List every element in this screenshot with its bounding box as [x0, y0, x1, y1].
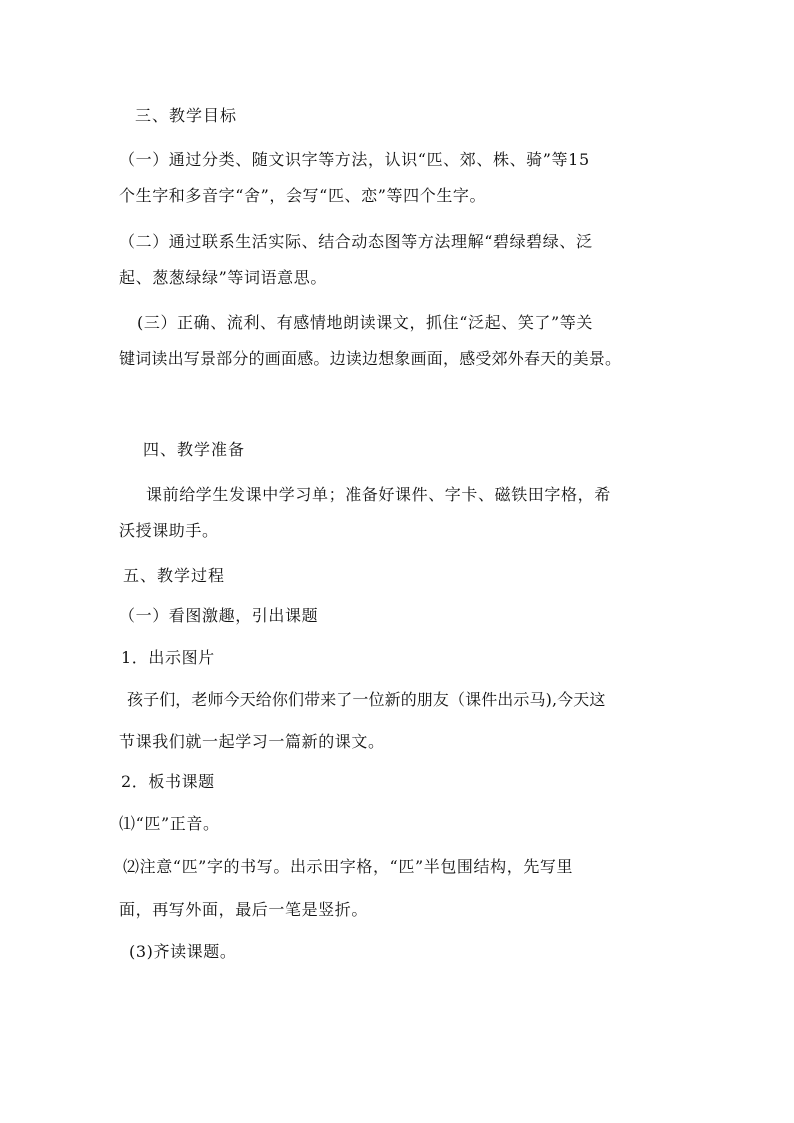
process-step-2-item-2-line-2: 面，再写外面，最后一笔是竖折。 — [119, 900, 369, 919]
preparation-line-2: 沃授课助手。 — [119, 521, 219, 540]
preparation-line-1: 课前给学生发课中学习单；准备好课件、字卡、磁铁田字格，希 — [146, 485, 611, 504]
goal-item-1-line-2: 个生字和多音字“舍”，会写“匹、恋”等四个生字。 — [119, 186, 487, 205]
goal-item-3-line-1: (三）正确、流利、有感情地朗读课文，抓住“泛起、笑了”等关 — [137, 313, 594, 332]
section-heading-process: 五、教学过程 — [123, 566, 226, 585]
section-heading-preparation: 四、教学准备 — [143, 440, 246, 459]
goal-item-1-line-1: （一）通过分类、随文识字等方法，认识“匹、郊、株、骑”等15 — [119, 150, 590, 169]
goal-item-2-line-2: 起、葱葱绿绿”等词语意思。 — [119, 268, 327, 287]
goal-item-3-line-2: 键词读出写景部分的画面感。边读边想象画面，感受郊外春天的美景。 — [119, 349, 622, 368]
goal-item-2-line-1: （二）通过联系生活实际、结合动态图等方法理解“碧绿碧绿、泛 — [119, 232, 593, 251]
process-step-2-item-1: ⑴“匹”正音。 — [119, 814, 220, 833]
process-step-1-line-2: 节课我们就一起学习一篇新的课文。 — [119, 732, 385, 751]
process-subsection-1: （一）看图激趣，引出课题 — [119, 606, 319, 625]
process-step-2-title: 2．板书课题 — [121, 772, 215, 791]
process-step-2-item-2-line-1: ⑵注意“匹”字的书写。出示田字格，“匹”半包围结构，先写里 — [123, 857, 574, 876]
process-step-1-line-1: 孩子们，老师今天给你们带来了一位新的朋友（课件出示马),今天这 — [127, 690, 606, 709]
process-step-2-item-3: (3)齐读课题。 — [129, 942, 237, 961]
section-heading-goals: 三、教学目标 — [135, 106, 238, 125]
process-step-1-title: 1．出示图片 — [121, 648, 215, 667]
